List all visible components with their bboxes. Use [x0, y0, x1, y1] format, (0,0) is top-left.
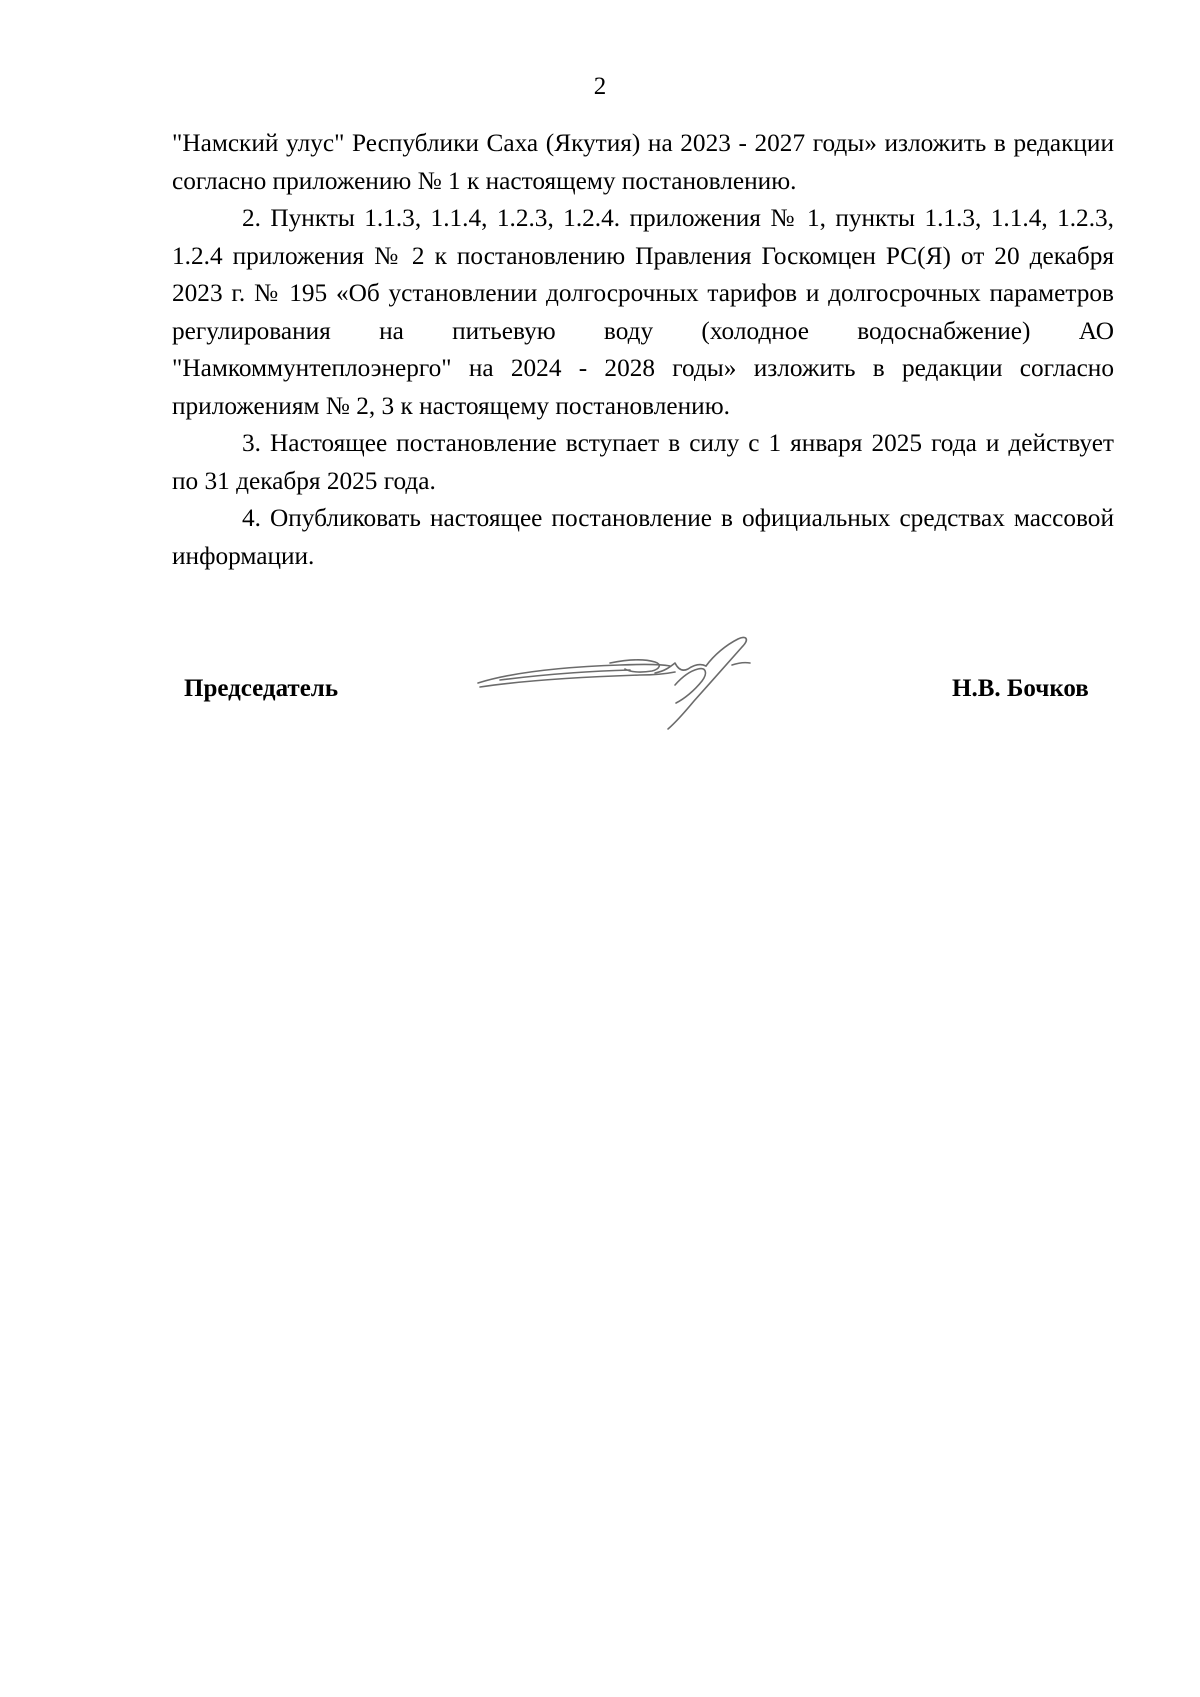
signer-name: Н.В. Бочков [952, 675, 1089, 702]
paragraph-continuation: "Намский улус" Республики Саха (Якутия) на 2023 - 2027 годы» изложить в редакции согласно приложению № 1 к настоящему постановлению. [172, 129, 1114, 195]
signer-title: Председатель [184, 675, 339, 702]
paragraph-item-4: 4. Опубликовать настоящее постановление в официальных средствах массовой информации. [172, 504, 1114, 570]
page-number: 2 [593, 73, 607, 100]
paragraph-item-3: 3. Настоящее постановление вступает в силу с 1 января 2025 года и действует по 31 декабря 2025 года. [172, 429, 1114, 495]
document-body [172, 125, 1114, 575]
handwritten-signature [470, 625, 790, 735]
paragraph-item-2: 2. Пункты 1.1.3, 1.1.4, 1.2.3, 1.2.4. приложения № 1, пункты 1.1.3, 1.1.4, 1.2.3, 1.2.4 приложения № 2 к постановлению Правления Госкомцен РС(Я) от 20 декабря 2023 г. № 195 «Об установлении долгосрочных тарифов и долгосрочных параметров регулирования на питьевую воду (холодное водоснабжение) АО "Намкоммунтеплоэнерго" на 2024 - 2028 годы» изложить в редакции согласно приложениям № 2, 3 к настоящему постановлению. [172, 204, 1114, 420]
signature-block [0, 660, 1200, 720]
